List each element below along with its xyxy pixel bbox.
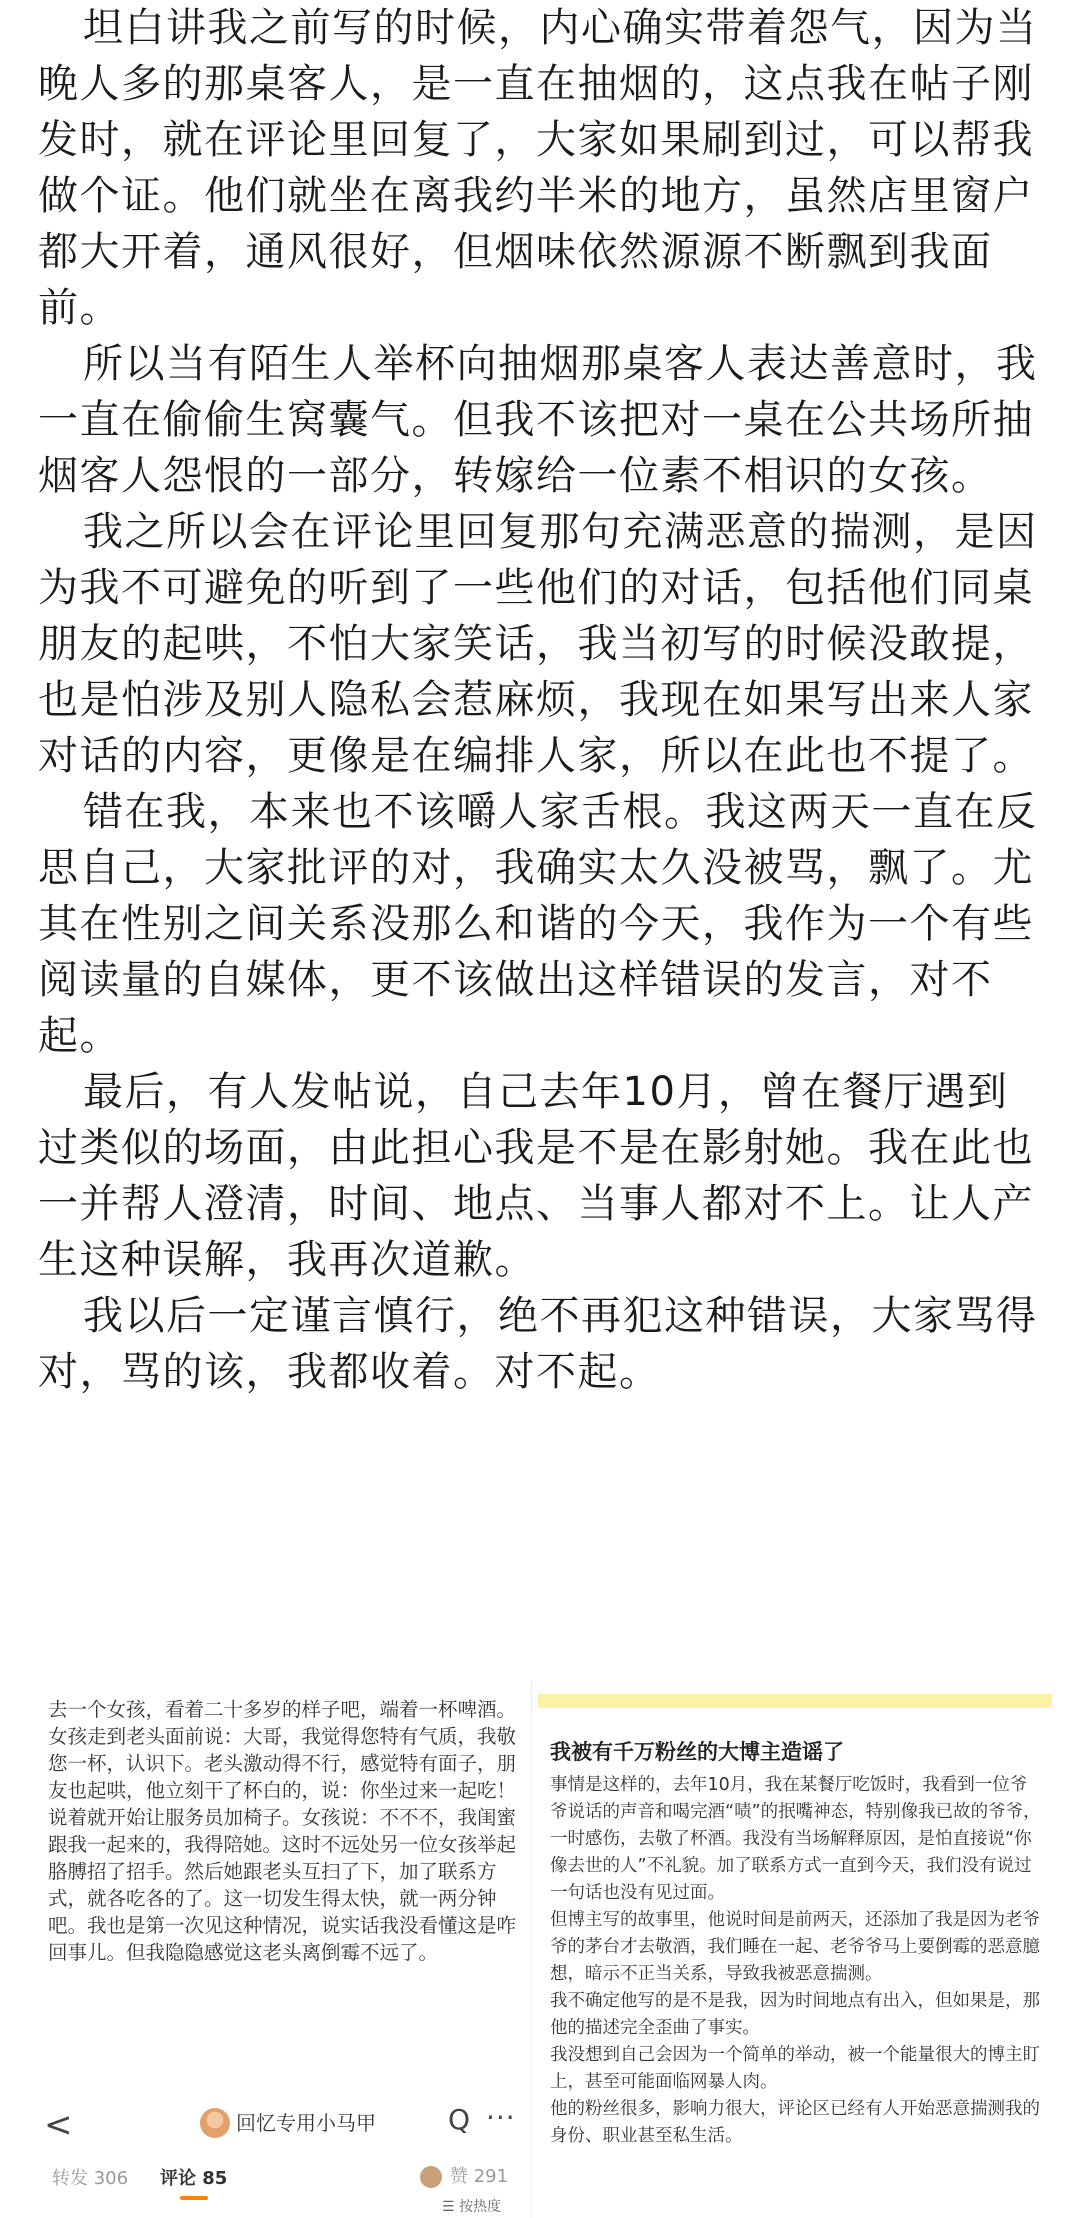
post-tabs: [30, 2158, 532, 2218]
sort-label: 按热度: [459, 2199, 502, 2215]
article-paragraph-4: 错在我，本来也不该嚼人家舌根。我这两天一直在反思自己，大家批评的对，我确实太久没被骂，飘了。尤其在性别之间关系没那么和谐的今天，我作为一个有些阅读量的自媒体，更不该做出这样错误的发言，对不起。: [38, 789, 1038, 1059]
username[interactable]: 回忆专用小马甲: [236, 2111, 376, 2135]
article-paragraph-5: 最后，有人发帖说，自己去年10月，曾在餐厅遇到过类似的场面，由此担心我是不是在影射她。我在此也一并帮人澄清，时间、地点、当事人都对不上。让人产生这种误解，我再次道歉。: [38, 1069, 1034, 1283]
screenshot-pair: [30, 1680, 1052, 2218]
article-paragraph-6: 我以后一定谨言慎行，绝不再犯这种错误，大家骂得对，骂的该，我都收着。对不起。: [38, 1293, 1038, 1395]
highlight-bar: [538, 1694, 1052, 1708]
article-paragraph-3: 我之所以会在评论里回复那句充满恶意的揣测，是因为我不可避免的听到了一些他们的对话，包括他们同桌朋友的起哄，不怕大家笑话，我当初写的时候没敢提，也是怕涉及别人隐私会惹麻烦，我现在如果写出来人家对话的内容，更像是在编排人家，所以在此也不提了。: [38, 509, 1038, 779]
rebuttal-text: [550, 1772, 1042, 2150]
article-body: [38, 0, 1048, 1400]
like-label: 赞 291: [450, 2166, 509, 2187]
tab-repost[interactable]: 转发 306: [52, 2168, 129, 2189]
active-tab-indicator: [180, 2196, 208, 2200]
mention-icon[interactable]: Q: [448, 2103, 471, 2136]
avatar[interactable]: [200, 2108, 230, 2138]
back-arrow-icon[interactable]: <: [44, 2105, 73, 2145]
rebuttal-title: 我被有千万粉丝的大博主造谣了: [550, 1740, 844, 1764]
rebuttal-paragraph-2: 但博主写的故事里，他说时间是前两天，还添加了我是因为老爷爷的茅台才去敬酒，我们睡在一起、老爷爷马上要倒霉的恶意臆想，暗示不正当关系，导致我被恶意揣测。: [550, 1910, 1040, 1984]
rebuttal-paragraph-1: 事情是这样的，去年10月，我在某餐厅吃饭时，我看到一位爷爷说话的声音和喝完酒“啧”的抿嘴神态，特别像我已故的爷爷，一时感伤，去敬了杯酒。我没有当场解释原因，是怕直接说“你像去世的人”不礼貌。加了联系方式一直到今天，我们没有说过一句话也没有见过面。: [550, 1775, 1041, 1903]
post-text: 去一个女孩，看着二十多岁的样子吧，端着一杯啤酒。女孩走到老头面前说：大哥，我觉得您特有气质，我敬您一杯，认识下。老头激动得不行，感觉特有面子，朋友也起哄，他立刻干了杯白的，说：你坐过来一起吃！说着就开始让服务员加椅子。女孩说：不不不，我闺蜜跟我一起来的，我得陪她。这时不远处另一位女孩举起胳膊招了招手。然后她跟老头互扫了下，加了联系方式，就各吃各的了。这一切发生得太快，就一两分钟吧。我也是第一次见这种情况，说实话我没看懂这是咋回事儿。但我隐隐感觉这老头离倒霉不远了。: [48, 1698, 517, 1964]
like-avatar-icon: [420, 2166, 442, 2188]
rebuttal-paragraph-4: 我没想到自己会因为一个简单的举动，被一个能量很大的博主盯上，甚至可能面临网暴人肉。: [550, 2045, 1040, 2092]
article-paragraph-2: 所以当有陌生人举杯向抽烟那桌客人表达善意时，我一直在偷偷生窝囊气。但我不该把对一桌在公共场所抽烟客人怨恨的一部分，转嫁给一位素不相识的女孩。: [38, 341, 1038, 499]
weibo-post-screenshot: [30, 1680, 532, 2218]
rebuttal-paragraph-5: 他的粉丝很多，影响力很大，评论区已经有人开始恶意揣测我的身份、职业甚至私生活。: [550, 2099, 1040, 2146]
like-count[interactable]: [420, 2162, 508, 2188]
post-nav-bar: [30, 2097, 532, 2153]
more-icon[interactable]: ···: [486, 2101, 516, 2134]
article-paragraph-1: 坦白讲我之前写的时候，内心确实带着怨气，因为当晚人多的那桌客人，是一直在抽烟的，这点我在帖子刚发时，就在评论里回复了，大家如果刷到过，可以帮我做个证。他们就坐在离我约半米的地方，虽然店里窗户都大开着，通风很好，但烟味依然源源不断飘到我面前。: [38, 5, 1038, 331]
rebuttal-post-screenshot: [538, 1680, 1052, 2218]
rebuttal-paragraph-3: 我不确定他写的是不是我，因为时间地点有出入，但如果是，那他的描述完全歪曲了事实。: [550, 1991, 1040, 2038]
sort-by-hot[interactable]: ☰ 按热度: [442, 2199, 502, 2215]
tab-comment[interactable]: 评论 85: [160, 2168, 228, 2189]
